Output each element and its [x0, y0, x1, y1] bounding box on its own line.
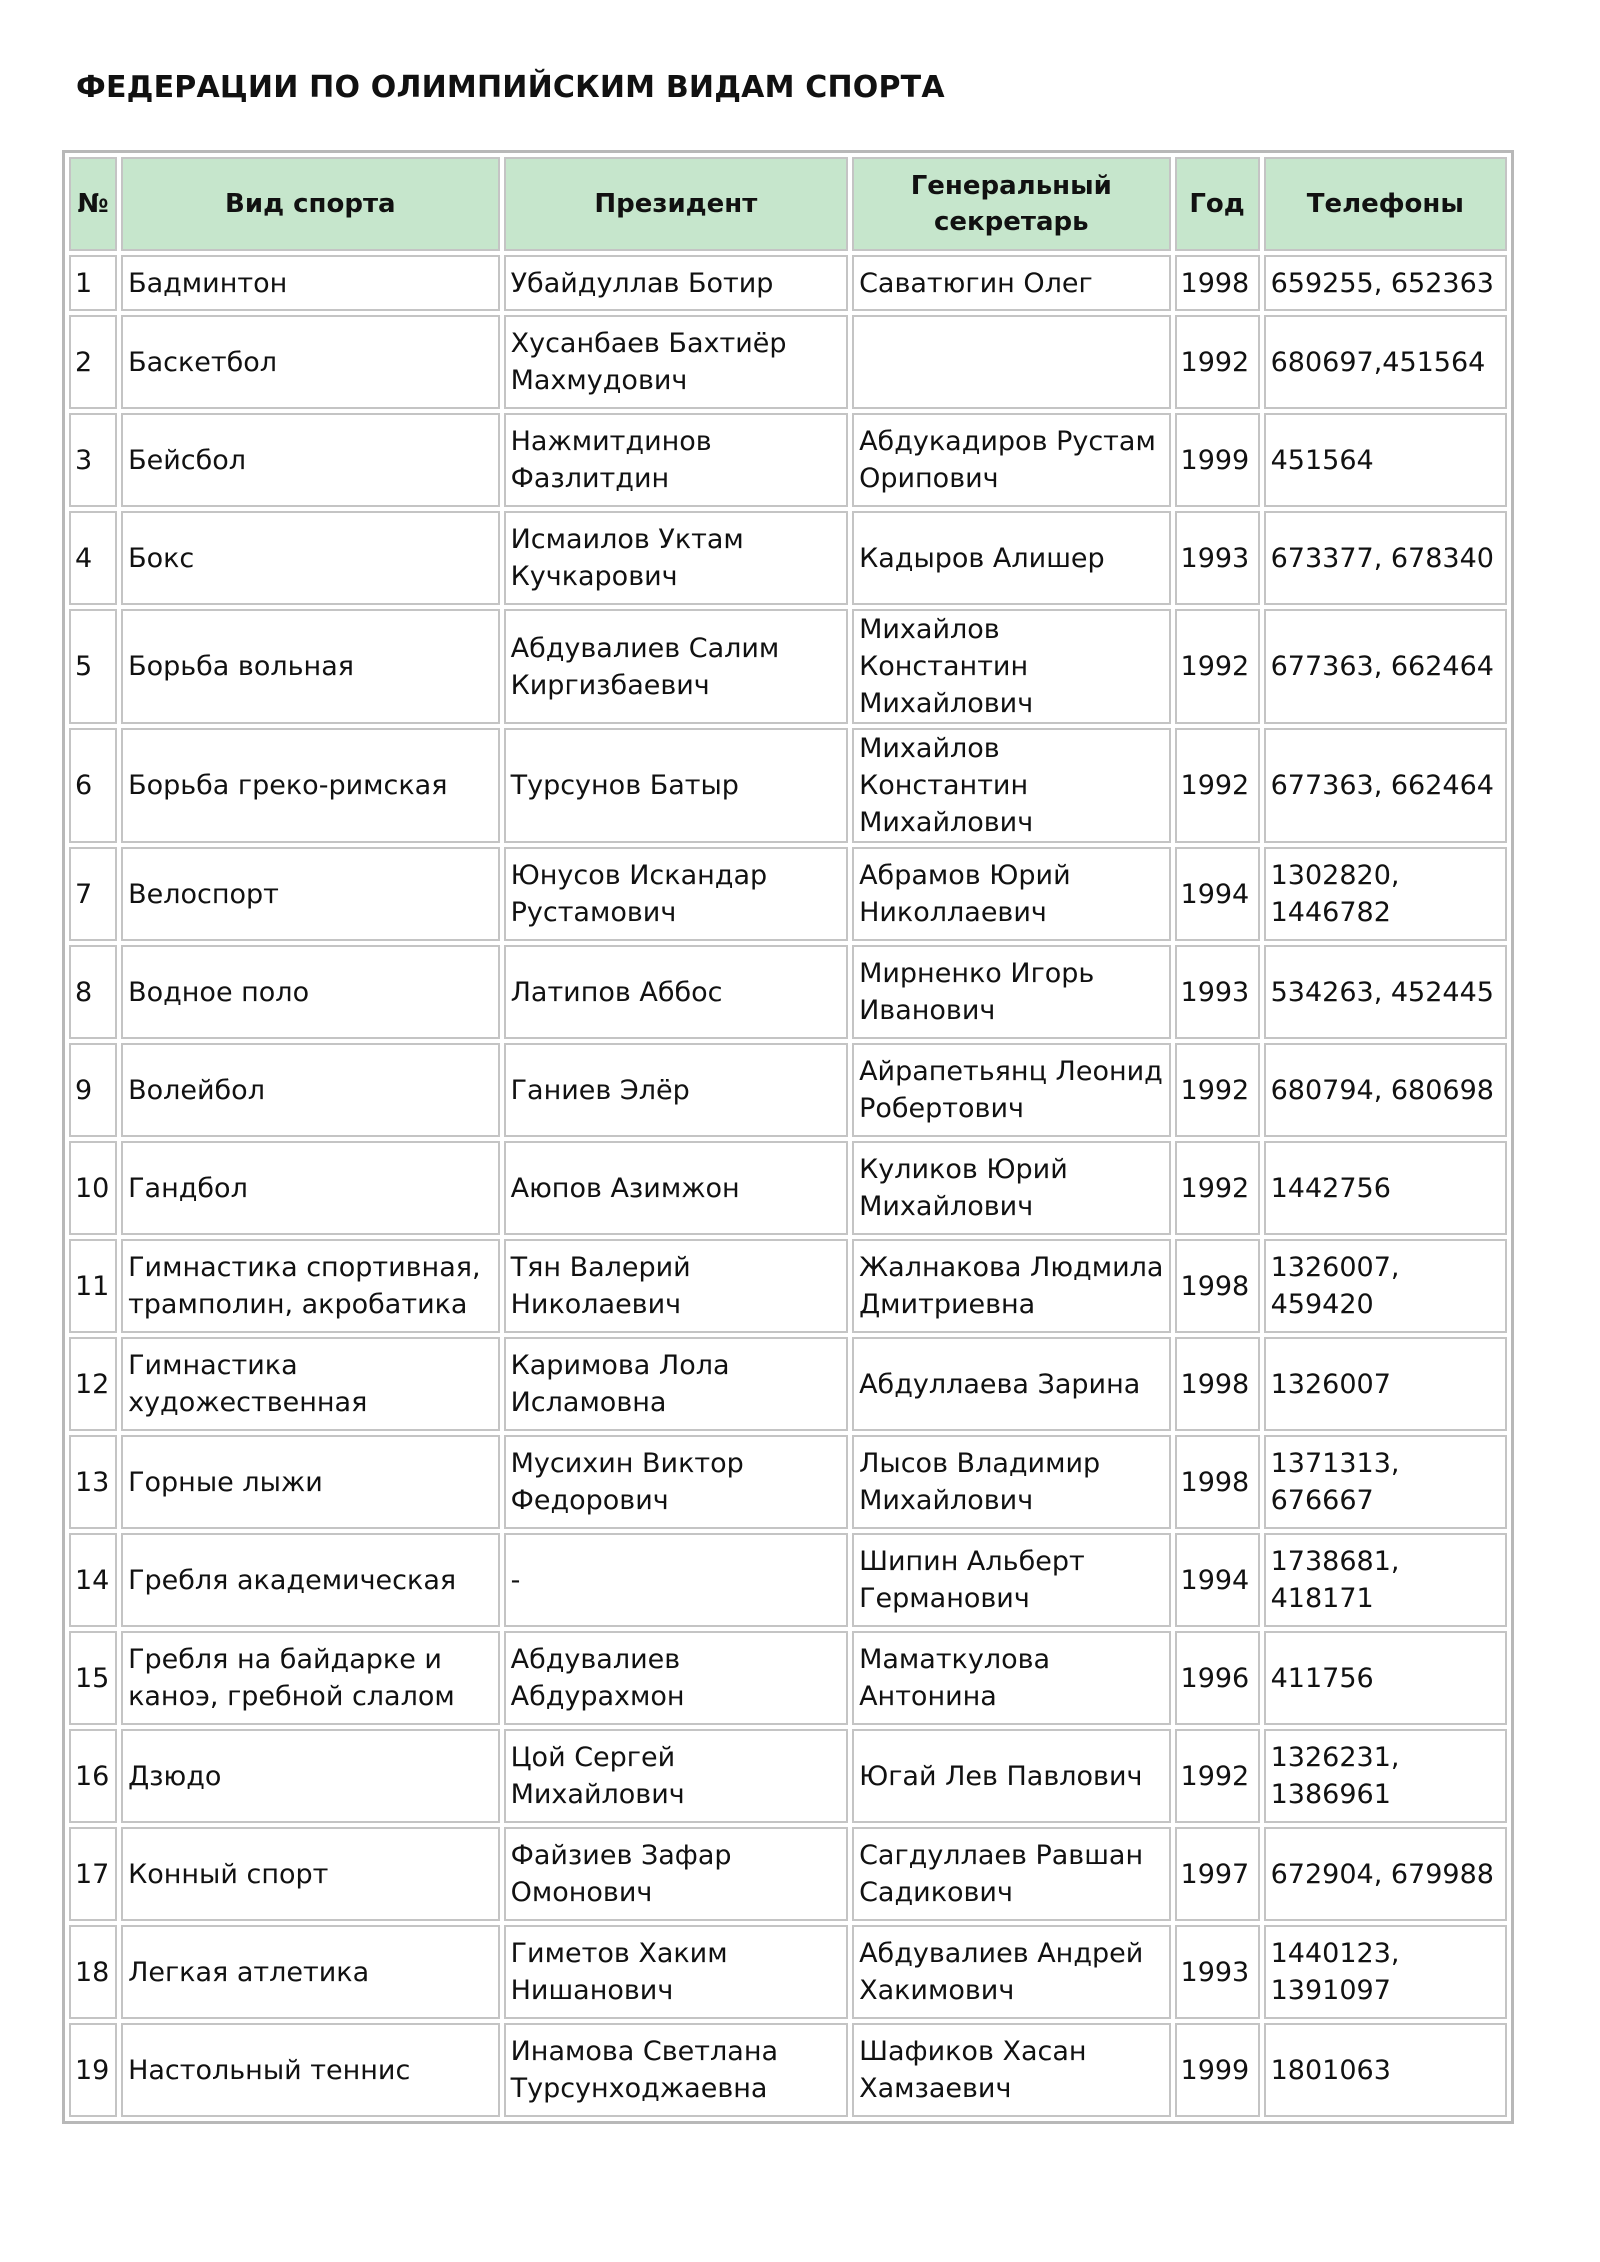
cell-secretary: Абрамов Юрий Николлаевич — [852, 847, 1170, 941]
cell-year: 1998 — [1175, 255, 1260, 311]
cell-num: 15 — [69, 1631, 117, 1725]
cell-president: Гиметов Хаким Нишанович — [504, 1925, 848, 2019]
cell-phones: 1738681, 418171 — [1264, 1533, 1507, 1627]
cell-num: 19 — [69, 2023, 117, 2117]
table-row — [69, 255, 1507, 311]
cell-num: 1 — [69, 255, 117, 311]
cell-secretary: Михайлов Константин Михайлович — [852, 728, 1170, 843]
cell-sport: Баскетбол — [121, 315, 500, 409]
column-header-num: № — [69, 157, 117, 251]
cell-secretary: Саватюгин Олег — [852, 255, 1170, 311]
cell-sport: Борьба вольная — [121, 609, 500, 724]
cell-sport: Настольный теннис — [121, 2023, 500, 2117]
cell-phones: 677363, 662464 — [1264, 609, 1507, 724]
cell-secretary: Мирненко Игорь Иванович — [852, 945, 1170, 1039]
cell-president: Юнусов Искандар Рустамович — [504, 847, 848, 941]
cell-sport: Дзюдо — [121, 1729, 500, 1823]
table-row — [69, 609, 1507, 724]
cell-num: 2 — [69, 315, 117, 409]
table-row — [69, 1239, 1507, 1333]
cell-num: 5 — [69, 609, 117, 724]
cell-year: 1993 — [1175, 1925, 1260, 2019]
cell-sport: Волейбол — [121, 1043, 500, 1137]
cell-num: 4 — [69, 511, 117, 605]
cell-sport: Водное поло — [121, 945, 500, 1039]
cell-sport: Гимнастика художественная — [121, 1337, 500, 1431]
cell-num: 18 — [69, 1925, 117, 2019]
cell-phones: 451564 — [1264, 413, 1507, 507]
column-header-president: Президент — [504, 157, 848, 251]
cell-sport: Гандбол — [121, 1141, 500, 1235]
cell-sport: Конный спорт — [121, 1827, 500, 1921]
cell-year: 1998 — [1175, 1337, 1260, 1431]
cell-secretary: Шафиков Хасан Хамзаевич — [852, 2023, 1170, 2117]
cell-year: 1992 — [1175, 1043, 1260, 1137]
cell-secretary: Югай Лев Павлович — [852, 1729, 1170, 1823]
cell-secretary: Жалнакова Людмила Дмитриевна — [852, 1239, 1170, 1333]
cell-secretary: Шипин Альберт Германович — [852, 1533, 1170, 1627]
cell-president: Каримова Лола Исламовна — [504, 1337, 848, 1431]
cell-president: Убайдуллав Ботир — [504, 255, 848, 311]
cell-secretary: Кадыров Алишер — [852, 511, 1170, 605]
cell-year: 1992 — [1175, 315, 1260, 409]
cell-phones: 1326007 — [1264, 1337, 1507, 1431]
cell-phones: 411756 — [1264, 1631, 1507, 1725]
cell-president: Инамова Светлана Турсунходжаевна — [504, 2023, 848, 2117]
cell-secretary: Сагдуллаев Равшан Садикович — [852, 1827, 1170, 1921]
table-row — [69, 315, 1507, 409]
cell-sport: Гребля академическая — [121, 1533, 500, 1627]
cell-num: 10 — [69, 1141, 117, 1235]
table-row — [69, 1827, 1507, 1921]
cell-president: Ганиев Элёр — [504, 1043, 848, 1137]
cell-year: 1993 — [1175, 945, 1260, 1039]
table-row — [69, 511, 1507, 605]
cell-phones: 680697,451564 — [1264, 315, 1507, 409]
cell-year: 1999 — [1175, 413, 1260, 507]
cell-num: 9 — [69, 1043, 117, 1137]
column-header-year: Год — [1175, 157, 1260, 251]
cell-sport: Велоспорт — [121, 847, 500, 941]
cell-sport: Бейсбол — [121, 413, 500, 507]
cell-year: 1992 — [1175, 1141, 1260, 1235]
cell-phones: 1371313, 676667 — [1264, 1435, 1507, 1529]
table-header-row — [69, 157, 1507, 251]
table-row — [69, 1043, 1507, 1137]
cell-president: Цой Сергей Михайлович — [504, 1729, 848, 1823]
table-row — [69, 1925, 1507, 2019]
page-title: ФЕДЕРАЦИИ ПО ОЛИМПИЙСКИМ ВИДАМ СПОРТА — [76, 70, 945, 105]
cell-president: Латипов Аббос — [504, 945, 848, 1039]
cell-num: 8 — [69, 945, 117, 1039]
cell-secretary: Абдуллаева Зарина — [852, 1337, 1170, 1431]
cell-president: Мусихин Виктор Федорович — [504, 1435, 848, 1529]
table-row — [69, 1729, 1507, 1823]
cell-sport: Бадминтон — [121, 255, 500, 311]
cell-year: 1994 — [1175, 847, 1260, 941]
cell-president: Абдувалиев Салим Киргизбаевич — [504, 609, 848, 724]
cell-year: 1998 — [1175, 1239, 1260, 1333]
cell-secretary: Абдукадиров Рустам Орипович — [852, 413, 1170, 507]
column-header-secretary: Генеральный секретарь — [852, 157, 1170, 251]
cell-year: 1998 — [1175, 1435, 1260, 1529]
cell-year: 1992 — [1175, 1729, 1260, 1823]
cell-secretary — [852, 315, 1170, 409]
cell-phones: 680794, 680698 — [1264, 1043, 1507, 1137]
table-row — [69, 728, 1507, 843]
cell-year: 1994 — [1175, 1533, 1260, 1627]
federations-table-frame — [62, 150, 1514, 2124]
cell-sport: Гимнастика спортивная, трамполин, акробатика — [121, 1239, 500, 1333]
cell-sport: Горные лыжи — [121, 1435, 500, 1529]
cell-num: 6 — [69, 728, 117, 843]
table-row — [69, 2023, 1507, 2117]
cell-president: Нажмитдинов Фазлитдин — [504, 413, 848, 507]
cell-president: Турсунов Батыр — [504, 728, 848, 843]
cell-president: - — [504, 1533, 848, 1627]
cell-sport: Гребля на байдарке и каноэ, гребной слалом — [121, 1631, 500, 1725]
cell-phones: 1326231, 1386961 — [1264, 1729, 1507, 1823]
cell-phones: 1440123, 1391097 — [1264, 1925, 1507, 2019]
cell-sport: Бокс — [121, 511, 500, 605]
cell-year: 1993 — [1175, 511, 1260, 605]
cell-year: 1999 — [1175, 2023, 1260, 2117]
cell-secretary: Айрапетьянц Леонид Робертович — [852, 1043, 1170, 1137]
cell-num: 14 — [69, 1533, 117, 1627]
cell-president: Аюпов Азимжон — [504, 1141, 848, 1235]
cell-num: 17 — [69, 1827, 117, 1921]
cell-num: 7 — [69, 847, 117, 941]
table-row — [69, 1631, 1507, 1725]
cell-president: Исмаилов Уктам Кучкарович — [504, 511, 848, 605]
cell-phones: 1326007, 459420 — [1264, 1239, 1507, 1333]
cell-secretary: Лысов Владимир Михайлович — [852, 1435, 1170, 1529]
cell-phones: 659255, 652363 — [1264, 255, 1507, 311]
column-header-phones: Телефоны — [1264, 157, 1507, 251]
cell-sport: Борьба греко-римская — [121, 728, 500, 843]
cell-phones: 677363, 662464 — [1264, 728, 1507, 843]
cell-num: 12 — [69, 1337, 117, 1431]
table-row — [69, 1533, 1507, 1627]
table-row — [69, 413, 1507, 507]
table-row — [69, 847, 1507, 941]
cell-phones: 673377, 678340 — [1264, 511, 1507, 605]
cell-num: 16 — [69, 1729, 117, 1823]
cell-num: 11 — [69, 1239, 117, 1333]
cell-year: 1996 — [1175, 1631, 1260, 1725]
cell-president: Тян Валерий Николаевич — [504, 1239, 848, 1333]
cell-president: Файзиев Зафар Омонович — [504, 1827, 848, 1921]
cell-president: Абдувалиев Абдурахмон — [504, 1631, 848, 1725]
cell-secretary: Абдувалиев Андрей Хакимович — [852, 1925, 1170, 2019]
cell-phones: 672904, 679988 — [1264, 1827, 1507, 1921]
cell-secretary: Михайлов Константин Михайлович — [852, 609, 1170, 724]
table-row — [69, 1435, 1507, 1529]
cell-year: 1992 — [1175, 609, 1260, 724]
cell-num: 3 — [69, 413, 117, 507]
table-row — [69, 1337, 1507, 1431]
table-row — [69, 945, 1507, 1039]
cell-num: 13 — [69, 1435, 117, 1529]
table-row — [69, 1141, 1507, 1235]
cell-president: Хусанбаев Бахтиёр Махмудович — [504, 315, 848, 409]
cell-sport: Легкая атлетика — [121, 1925, 500, 2019]
cell-year: 1997 — [1175, 1827, 1260, 1921]
cell-secretary: Маматкулова Антонина — [852, 1631, 1170, 1725]
cell-phones: 1302820, 1446782 — [1264, 847, 1507, 941]
cell-secretary: Куликов Юрий Михайлович — [852, 1141, 1170, 1235]
column-header-sport: Вид спорта — [121, 157, 500, 251]
cell-phones: 1801063 — [1264, 2023, 1507, 2117]
cell-year: 1992 — [1175, 728, 1260, 843]
federations-table — [65, 153, 1511, 2121]
cell-phones: 1442756 — [1264, 1141, 1507, 1235]
cell-phones: 534263, 452445 — [1264, 945, 1507, 1039]
